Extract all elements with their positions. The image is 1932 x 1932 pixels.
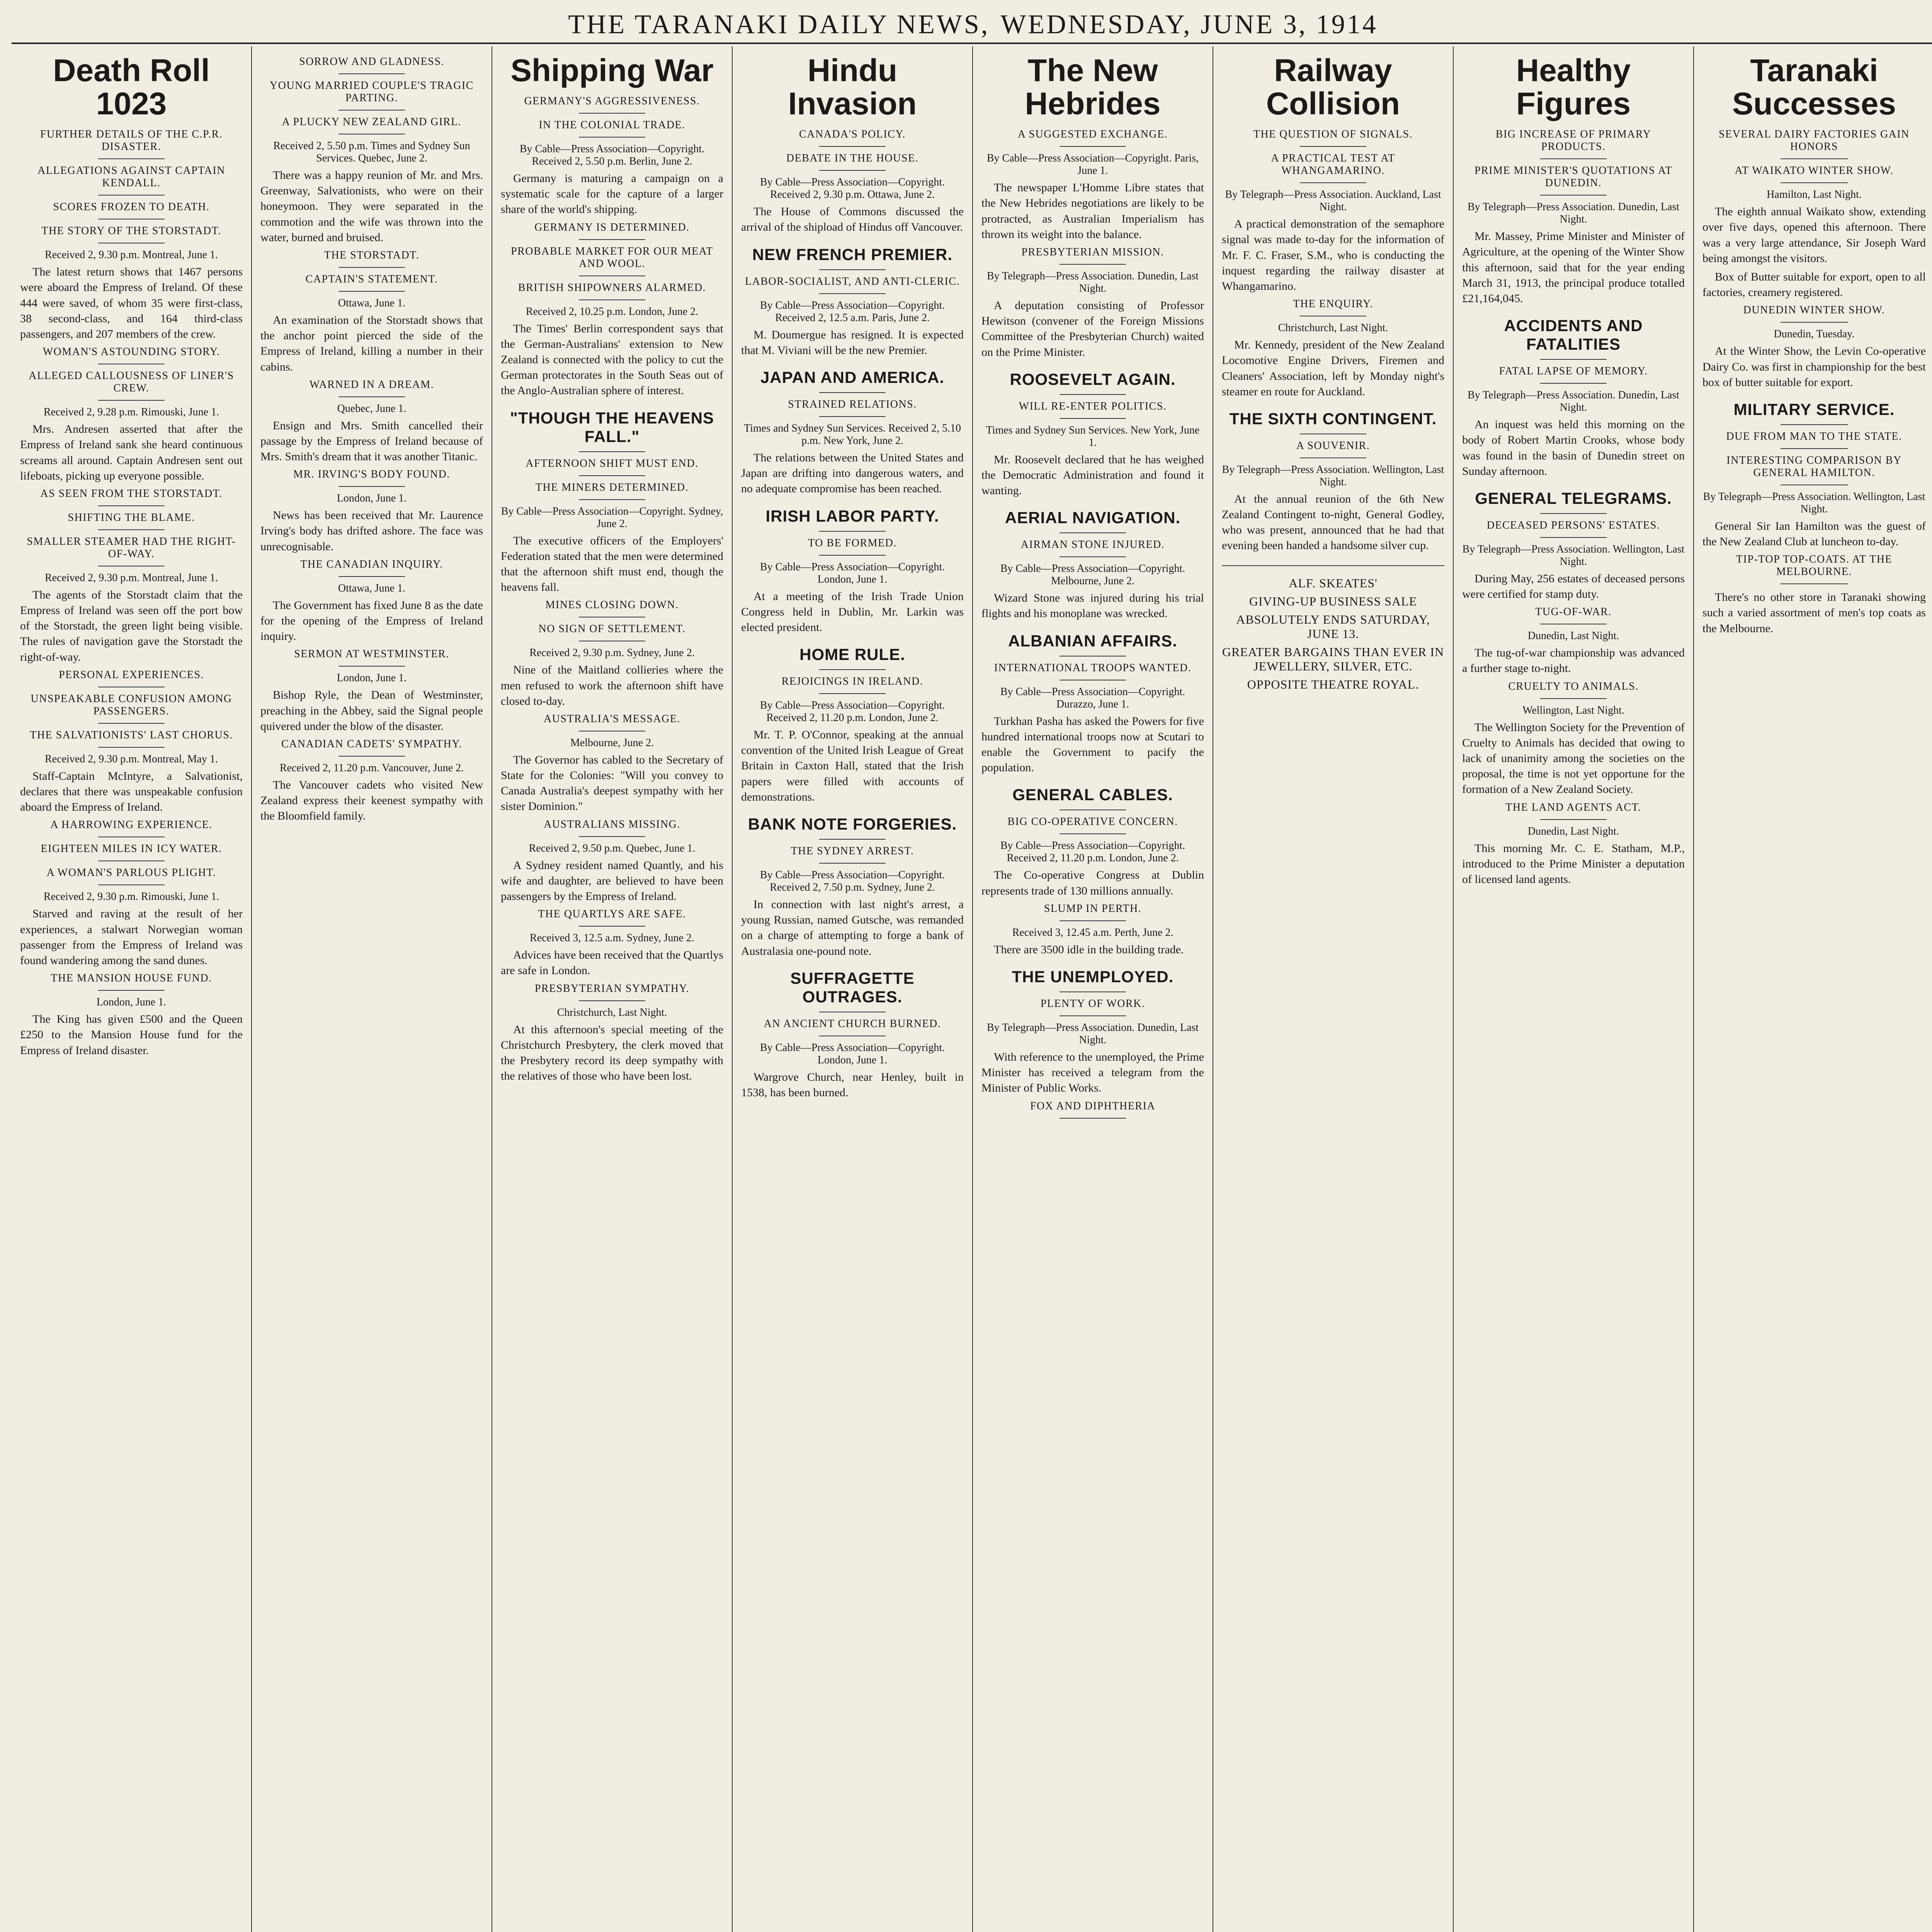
article-text: An inquest was held this morning on the body of Robert Martin Crooks, whose body was found in the basin of Dunedin street on Sunday afternoon. [1462,418,1685,478]
subheading: WOMAN'S ASTOUNDING STORY. [43,346,220,358]
dateline: By Telegraph—Press Association. Dunedin, Last Night. [1467,201,1680,226]
subheading: CRUELTY TO ANIMALS. [1508,680,1639,692]
article-text: Staff-Captain McIntyre, a Salvationist, declares that there was unspeakable confusion aboard the Empress of Ireland. [20,769,243,814]
divider [1300,457,1367,458]
divider [338,756,405,757]
dateline: Received 2, 10.25 p.m. London, June 2. [526,305,699,318]
divider [819,269,886,270]
dateline: By Cable—Press Association—Copyright. Received 2, 7.50 p.m. Sydney, June 2. [760,869,945,893]
article-text: The eighth annual Waikato show, extending over five days, opened this afternoon. There was a very large attendance, Sir Joseph Ward being amongst the visitors. [1702,205,1926,265]
article-text: The Vancouver cadets who visited New Zealand express their keenest sympathy with the Bloomfield family. [260,778,483,823]
dateline: Received 2, 9.30 p.m. Montreal, May 1. [45,753,218,765]
section-heading: IRISH LABOR PARTY. [765,507,939,525]
subheading: CAPTAIN'S STATEMENT. [305,273,438,285]
subheading: DUNEDIN WINTER SHOW. [1743,304,1885,316]
issue-date: WEDNESDAY, JUNE 3, 1914 [1000,10,1378,39]
article-text: Mr. Roosevelt declared that he has weighed the Democratic Administration and found it wanting. [981,453,1204,497]
article-text: With reference to the unemployed, the Prime Minister has received a telegram from the Minister of Public Works. [981,1050,1204,1095]
section-heading: BANK NOTE FORGERIES. [748,815,957,833]
subheading: INTERNATIONAL TROOPS WANTED. [994,662,1192,674]
article-text: The Governor has cabled to the Secretary of State for the Colonies: "Will you convey to Canada Australia's deepest sympathy with her sister Dominion." [501,753,723,813]
subheading: AUSTRALIA'S MESSAGE. [544,713,680,725]
dateline: Received 2, 9.28 p.m. Rimouski, June 1. [43,406,219,418]
subheading: TO BE FORMED. [808,537,897,549]
dateline: Received 2, 5.50 p.m. Times and Sydney Sun Services. Quebec, June 2. [273,140,470,164]
article-text: During May, 256 estates of deceased persons were certified for stamp duty. [1462,572,1685,601]
subheading: BRITISH SHIPOWNERS ALARMED. [518,281,706,294]
divider [1060,833,1126,834]
subheading: PLENTY OF WORK. [1040,997,1145,1010]
article-text: Turkhan Pasha has asked the Powers for five hundred international troops now at Scutari to enable the Government to pacify the population. [981,714,1204,774]
article-text: The latest return shows that 1467 persons were aboard the Empress of Ireland. Of these 444 were saved, of whom 35 were first-class, 38 second-class, and 164 third-class passengers, and 207 members of the crew. [20,265,243,340]
divider [338,267,405,268]
article-text: The tug-of-war championship was advanced a further stage to-night. [1462,646,1685,675]
divider [1781,424,1847,425]
subheading: A SOUVENIR. [1296,439,1370,452]
article-text: News has been received that Mr. Laurence Irving's body has drifted ashore. The face was unrecognisable. [260,509,483,553]
ad-line: GREATER BARGAINS THAN EVER IN JEWELLERY, SILVER, ETC. [1222,645,1444,673]
article-text: Advices have been received that the Quartlys are safe in London. [501,949,723,977]
divider [1060,418,1126,419]
column-5 [973,46,1213,1932]
divider [1781,322,1847,323]
subheading: CANADA'S POLICY. [799,128,906,141]
divider [819,669,886,670]
dateline: Ottawa, June 1. [338,297,406,309]
dateline: By Cable—Press Association—Copyright. Received 2, 11.20 p.m. London, June 2. [760,699,945,724]
article-text: The Government has fixed June 8 as the date for the opening of the Empress of Ireland inquiry. [260,599,483,643]
divider [579,475,646,476]
divider [819,170,886,171]
dateline: Dunedin, Last Night. [1527,825,1619,837]
divider [1540,359,1607,360]
subheading: THE CANADIAN INQUIRY. [300,558,443,570]
column-2 [252,46,492,1932]
subheading: A WOMAN'S PARLOUS PLIGHT. [46,867,216,879]
dateline: Dunedin, Tuesday. [1774,328,1855,340]
divider [338,396,405,397]
dateline: By Cable—Press Association—Copyright. Paris, June 1. [986,152,1199,177]
section-heading: NEW FRENCH PREMIER. [752,245,953,264]
divider [819,693,886,694]
subheading: CANADIAN CADETS' SYMPATHY. [281,738,462,750]
dateline: Christchurch, Last Night. [1278,322,1388,334]
ad-line: GIVING-UP BUSINESS SALE [1249,594,1417,608]
subheading: DUE FROM MAN TO THE STATE. [1726,430,1902,442]
subheading: LABOR-SOCIALIST, AND ANTI-CLERIC. [745,275,960,287]
dateline: By Telegraph—Press Association. Wellington, Last Night. [1222,463,1444,488]
article-text: Wargrove Church, near Henley, built in 1538, has been burned. [741,1070,964,1099]
column-6 [1213,46,1454,1932]
dateline: Christchurch, Last Night. [557,1006,667,1019]
article-text: The Times' Berlin correspondent says that the German-Australians' extension to New Zealand is connected with the policy to cut the German protectorates in the South Seas out of the Anglo-Australian sphere of interest. [501,322,723,397]
subheading: AT WAIKATO WINTER SHOW. [1735,165,1894,177]
subheading: UNSPEAKABLE CONFUSION AMONG PASSENGERS. [31,692,232,717]
divider [819,863,886,864]
subheading: ALLEGATIONS AGAINST CAPTAIN KENDALL. [37,165,225,189]
divider [338,73,405,74]
divider [1060,556,1126,557]
subheading: NO SIGN OF SETTLEMENT. [538,623,686,635]
dateline: By Telegraph—Press Association. Auckland, Last Night. [1225,189,1441,213]
subheading: WILL RE-ENTER POLITICS. [1019,400,1167,412]
dateline: By Telegraph—Press Association. Wellington, Last Night. [1703,490,1925,515]
subheading: PRIME MINISTER'S QUOTATIONS AT DUNEDIN. [1474,165,1673,189]
divider [1540,537,1607,538]
article-text: The Co-operative Congress at Dublin represents trade of 130 millions annually. [981,869,1204,897]
divider [1540,195,1607,196]
ad-line: ALF. SKEATES' [1289,576,1378,590]
divider [579,926,646,927]
subheading: THE STORSTADT. [324,249,420,261]
article-text: Nine of the Maitland collieries where the men refused to work the afternoon shift have closed to-day. [501,663,723,707]
section-heading: ALBANIAN AFFAIRS. [1008,631,1177,650]
ad-line: OPPOSITE THEATRE ROYAL. [1247,677,1419,691]
divider [819,146,886,147]
article-text: An examination of the Storstadt shows that the anchor point pierced the side of the Empress of Ireland, killing a number in their cabins. [260,313,483,373]
divider [338,576,405,577]
section-heading: THE SIXTH CONTINGENT. [1229,409,1437,428]
divider [579,451,646,452]
article-text: Mr. Massey, Prime Minister and Minister of Agriculture, at the opening of the Winter Show this afternoon, said that for the year ending March 31, 1913, the principal produce totalled £21,164,045. [1462,230,1685,305]
dateline: Received 3, 12.45 a.m. Perth, June 2. [1012,926,1173,939]
subheading: FOX AND DIPHTHERIA [1030,1100,1156,1112]
subheading: SEVERAL DAIRY FACTORIES GAIN HONORS [1719,128,1910,153]
subheading: AFTERNOON SHIFT MUST END. [526,457,699,469]
divider [819,293,886,294]
article-text: The newspaper L'Homme Libre states that the New Hebrides negotiations are likely to be protracted, as Australian Imperialism has thrown its weight into the balance. [981,181,1204,241]
column-headline: Shipping War [510,53,714,88]
divider [1781,182,1847,183]
article-text: A practical demonstration of the semaphore signal was made to-day for the information of Mr. F. C. Fraser, S.M., who is conducting the inquest regarding the railway disaster at Whangamarino. [1222,218,1444,293]
dateline: By Telegraph—Press Association. Wellington, Last Night. [1462,543,1685,568]
column-4 [733,46,973,1932]
article-text: The Wellington Society for the Prevention of Cruelty to Animals has decided that owing to lack of unanimity among the societies on the proposal, the time is not yet opportune for the formation of a New Zealand Society. [1462,721,1685,796]
divider [98,158,165,159]
section-heading: AERIAL NAVIGATION. [1005,509,1181,527]
divider [819,531,886,532]
article-text: Mr. T. P. O'Connor, speaking at the annual convention of the United Irish League of Great Britain in Caxton Hall, stated that the Irish papers were filled with accounts of demonstrations. [741,728,964,803]
article-text: Ensign and Mrs. Smith cancelled their passage by the Empress of Ireland because of Mrs. Smith's dream that it was another Titanic. [260,419,483,463]
column-headline: Healthy Figures [1516,53,1631,122]
divider [579,1000,646,1001]
divider [98,400,165,401]
subheading: PRESBYTERIAN SYMPATHY. [534,982,690,995]
subheading: FURTHER DETAILS OF THE C.P.R. DISASTER. [40,128,223,153]
subheading: THE LAND AGENTS ACT. [1505,801,1641,813]
dateline: Hamilton, Last Night. [1767,189,1862,201]
article-text: The King has given £500 and the Queen £250 to the Mansion House fund for the Empress of Ireland disaster. [20,1013,243,1057]
subheading: THE QUESTION OF SIGNALS. [1253,128,1413,141]
article-text: General Sir Ian Hamilton was the guest of the New Zealand Club at luncheon to-day. [1702,519,1926,548]
subheading: AN ANCIENT CHURCH BURNED. [764,1017,941,1030]
divider [98,990,165,991]
divider [819,555,886,556]
subheading: PROBABLE MARKET FOR OUR MEAT AND WOOL. [511,245,713,270]
dateline: Times and Sydney Sun Services. Received 2, 5.10 p.m. New York, June 2. [743,422,961,447]
dateline: London, June 1. [337,672,407,684]
dateline: By Telegraph—Press Association. Dunedin, Last Night. [986,1021,1199,1046]
subheading: THE MINERS DETERMINED. [535,481,689,493]
divider [338,110,405,111]
subheading: THE SALVATIONISTS' LAST CHORUS. [30,729,233,741]
dateline: London, June 1. [96,996,167,1009]
subheading: SERMON AT WESTMINSTER. [294,648,449,660]
subheading: SORROW AND GLADNESS. [299,56,444,68]
divider [98,195,165,196]
subheading: BIG CO-OPERATIVE CONCERN. [1007,816,1178,828]
column-headline: Death Roll 1023 [53,53,210,122]
article-text: There was a happy reunion of Mr. and Mrs. Greenway, Salvationists, who were on their honeymoon. They were separated in the commotion and the wife was thrown into the water, burned and bruised. [260,169,483,244]
divider [1300,146,1367,147]
divider [338,486,405,487]
divider [1540,819,1607,820]
divider [1781,158,1847,159]
dateline: Received 2, 9.30 p.m. Montreal, June 1. [45,249,218,261]
divider [579,239,646,240]
article-text: This morning Mr. C. E. Statham, M.P., introduced to the Prime Minister a deputation of licensed land agents. [1462,842,1685,886]
column-8 [1694,46,1932,1932]
divider [98,747,165,748]
article-text: A deputation consisting of Professor Hewitson (convener of the Foreign Missions Committee of the Presbyterian Church) waited on the Prime Minister. [981,299,1204,359]
divider [1060,920,1126,921]
dateline: By Cable—Press Association—Copyright. Received 2, 12.5 a.m. Paris, June 2. [760,299,945,324]
dateline: London, June 1. [337,492,407,505]
section-heading: ACCIDENTS AND FATALITIES [1504,316,1643,354]
subheading: MR. IRVING'S BODY FOUND. [293,468,450,481]
article-text: Mr. Kennedy, president of the New Zealand Locomotive Engine Drivers, Firemen and Cleaners' Association, left by Monday night's steamer en route for Auckland. [1222,338,1444,398]
dateline: By Cable—Press Association—Copyright. Received 2, 9.30 p.m. Ottawa, June 2. [760,176,945,201]
subheading: THE STORY OF THE STORSTADT. [41,225,221,237]
advertisement [1222,565,1444,692]
article-text: The agents of the Storstadt claim that the Empress of Ireland was seen off the port bow of the Storstadt, the green light being visible. The rules of navigation gave the Storstadt the right-of-way. [20,588,243,663]
column-headline: The New Hebrides [1025,53,1161,122]
subheading: WARNED IN A DREAM. [309,378,434,391]
subheading: SMALLER STEAMER HAD THE RIGHT-OF-WAY. [27,535,236,560]
divider [1540,158,1607,159]
divider [1060,1015,1126,1016]
ad-line: ABSOLUTELY ENDS SATURDAY, JUNE 13. [1236,612,1430,641]
divider [338,291,405,292]
columns [12,46,1932,1932]
subheading: THE MANSION HOUSE FUND. [51,972,212,985]
subheading: A HARROWING EXPERIENCE. [50,819,213,831]
article-text: At a meeting of the Irish Trade Union Congress held in Dublin, Mr. Larkin was elected president. [741,590,964,634]
divider [579,113,646,114]
dateline: Received 2, 11.20 p.m. Vancouver, June 2. [279,762,464,774]
divider [98,723,165,724]
subheading: THE QUARTLYS ARE SAFE. [538,908,686,920]
article-text: The executive officers of the Employers' Federation stated that the men were determined that the afternoon shift must end, though the heavens fall. [501,534,723,594]
subheading: A PRACTICAL TEST AT WHANGAMARINO. [1271,152,1395,177]
dateline: By Cable—Press Association—Copyright. Received 2, 11.20 p.m. London, June 2. [1000,840,1185,864]
dateline: By Cable—Press Association—Copyright. Sydney, June 2. [501,505,723,530]
divider [1540,513,1607,514]
dateline: By Cable—Press Association—Copyright. Received 2, 5.50 p.m. Berlin, June 2. [519,143,705,168]
column-headline: Hindu Invasion [788,53,917,122]
subheading: ALLEGED CALLOUSNESS OF LINER'S CREW. [29,370,234,395]
article-text: Starved and raving at the result of her experiences, a stalwart Norwegian woman passenger from the Empress of Ireland was found wandering among the sand dunes. [20,907,243,967]
subheading: SHIFTING THE BLAME. [68,511,195,524]
article-text: There's no other store in Taranaki showing such a varied assortment of men's top coats as the Melbourne. [1702,591,1926,635]
article-text: Germany is maturing a campaign on a systematic scale for the capture of a larger share of the world's shipping. [501,172,723,216]
divider [819,416,886,417]
subheading: DECEASED PERSONS' ESTATES. [1486,519,1660,531]
divider [98,529,165,530]
subheading: GERMANY IS DETERMINED. [534,221,690,233]
subheading: A SUGGESTED EXCHANGE. [1017,128,1168,141]
dateline: By Telegraph—Press Association. Dunedin, Last Night. [986,270,1199,294]
article-text: In connection with last night's arrest, a young Russian, named Gutsche, was remanded on a charge of attempting to forge a bank of Australasia one-pound note. [741,898,964,957]
subheading: TIP-TOP TOP-COATS. AT THE MELBOURNE. [1736,553,1893,578]
section-heading: THE UNEMPLOYED. [1012,967,1174,986]
divider [1060,394,1126,395]
subheading: FATAL LAPSE OF MEMORY. [1499,365,1648,378]
dateline: Received 2, 9.30 p.m. Sydney, June 2. [529,647,695,659]
section-heading: HOME RULE. [799,645,905,664]
subheading: THE SYDNEY ARREST. [791,845,914,857]
divider [98,884,165,885]
dateline: By Cable—Press Association—Copyright. London, June 1. [760,1041,945,1066]
divider [1060,264,1126,265]
divider [1540,383,1607,384]
subheading: REJOICINGS IN IRELAND. [781,675,923,688]
section-heading: SUFFRAGETTE OUTRAGES. [790,969,915,1006]
dateline: Ottawa, June 1. [338,582,406,594]
dateline: Received 2, 9.50 p.m. Quebec, June 1. [529,842,696,854]
subheading: PERSONAL EXPERIENCES. [59,668,204,681]
dateline: Quebec, June 1. [337,402,406,415]
dateline: Wellington, Last Night. [1522,704,1624,716]
subheading: IN THE COLONIAL TRADE. [539,119,685,131]
column-3 [492,46,733,1932]
column-headline: Railway Collision [1266,53,1400,122]
dateline: By Cable—Press Association—Copyright. London, June 1. [760,561,945,585]
divider [579,137,646,138]
divider [1781,583,1847,584]
subheading: THE ENQUIRY. [1293,298,1373,310]
divider [819,839,886,840]
subheading: AIRMAN STONE INJURED. [1020,539,1165,551]
subheading: BIG INCREASE OF PRIMARY PRODUCTS. [1495,128,1651,153]
article-text: The relations between the United States and Japan are drifting into dangerous waters, and no adequate compromise has been reached. [741,451,964,495]
section-heading: GENERAL CABLES. [1012,786,1173,804]
masthead [12,7,1932,44]
section-heading: JAPAN AND AMERICA. [760,368,945,386]
subheading: DEBATE IN THE HOUSE. [786,152,919,165]
dateline: Received 3, 12.5 a.m. Sydney, June 2. [530,932,694,944]
divider [1060,146,1126,147]
section-heading: GENERAL TELEGRAMS. [1475,489,1672,507]
dateline: Received 2, 9.30 p.m. Montreal, June 1. [45,571,218,584]
divider [1781,448,1847,449]
column-7 [1454,46,1694,1932]
article-text: Wizard Stone was injured during his trial flights and his monoplane was wrecked. [981,592,1204,620]
divider [1060,532,1126,533]
section-heading: MILITARY SERVICE. [1733,400,1895,418]
column-1 [12,46,252,1932]
subheading: PRESBYTERIAN MISSION. [1021,246,1164,258]
article-text: Box of Butter suitable for export, open to all factories, creamery registered. [1702,270,1926,299]
subheading: SCORES FROZEN TO DEATH. [53,201,210,213]
dateline: By Cable—Press Association—Copyright. Durazzo, June 1. [1000,685,1185,710]
article-text: M. Doumergue has resigned. It is expected that M. Viviani will be the new Premier. [741,328,964,357]
dateline: Received 2, 9.30 p.m. Rimouski, June 1. [43,891,219,903]
dateline: Dunedin, Last Night. [1527,630,1619,642]
divider [1540,698,1607,699]
article-text: There are 3500 idle in the building trade. [994,943,1184,956]
paper-title: THE TARANAKI DAILY NEWS, [568,10,990,39]
subheading: MINES CLOSING DOWN. [545,599,679,611]
dateline: By Telegraph—Press Association. Dunedin, Last Night. [1467,389,1680,414]
section-heading: "THOUGH THE HEAVENS FALL." [510,408,714,446]
subheading: TUG-OF-WAR. [1535,606,1612,618]
subheading: YOUNG MARRIED COUPLE'S TRAGIC PARTING. [270,80,474,104]
article-text: At the annual reunion of the 6th New Zealand Contingent to-night, General Godley, who was present, announced that he had that evening been handed a handsome silver cup. [1222,492,1444,552]
divider [579,499,646,500]
divider [1300,182,1367,183]
subheading: GERMANY'S AGGRESSIVENESS. [524,95,700,107]
column-headline: Taranaki Successes [1732,53,1896,122]
dateline: Melbourne, June 2. [570,736,654,749]
dateline: By Cable—Press Association—Copyright. Melbourne, June 2. [1000,563,1185,587]
subheading: AS SEEN FROM THE STORSTADT. [40,487,223,500]
subheading: EIGHTEEN MILES IN ICY WATER. [41,843,222,855]
section-heading: ROOSEVELT AGAIN. [1010,370,1176,388]
article-text: At this afternoon's special meeting of the Christchurch Presbytery, the clerk moved that the Presbytery record its deep sympathy with the relatives of those who have been lost. [501,1023,723,1083]
divider [1060,1118,1126,1119]
divider [579,836,646,837]
article-text: At the Winter Show, the Levin Co-operative Dairy Co. was first in championship for the best box of butter suitable for export. [1702,345,1926,389]
divider [338,666,405,667]
subheading: SLUMP IN PERTH. [1044,902,1142,915]
divider [579,299,646,300]
article-text: Mrs. Andresen asserted that after the Empress of Ireland sank she heard continuous screams all around. Captain Andresen sent out lifeboats, picking up everyone possible. [20,423,243,482]
subheading: A PLUCKY NEW ZEALAND GIRL. [282,116,462,128]
dateline: Times and Sydney Sun Services. New York, June 1. [986,424,1200,449]
article-text: The House of Commons discussed the arrival of the shipload of Hindus off Vancouver. [741,205,964,234]
divider [98,505,165,506]
subheading: AUSTRALIANS MISSING. [544,818,680,830]
subheading: STRAINED RELATIONS. [788,398,917,410]
article-text: A Sydney resident named Quantly, and his wife and daughter, are believed to have been passengers by the Empress of Ireland. [501,859,723,903]
subheading: INTERESTING COMPARISON BY GENERAL HAMILTON. [1726,454,1902,479]
article-text: Bishop Ryle, the Dean of Westminster, preaching in the Abbey, said the Signal people quivered under the blow of the disaster. [260,689,483,733]
divider [819,392,886,393]
